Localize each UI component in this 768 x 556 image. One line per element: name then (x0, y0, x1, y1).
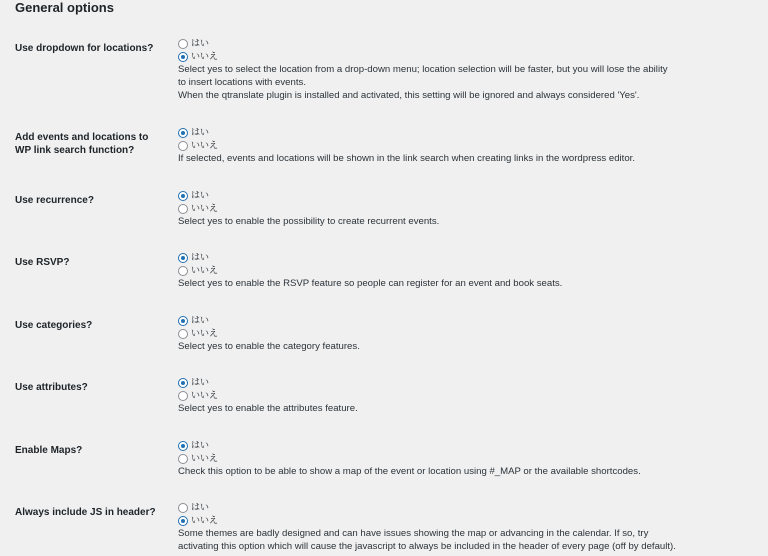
setting-label-line: Always include JS in header? (15, 507, 156, 518)
radio-label[interactable]: はい (191, 377, 210, 387)
radio-label[interactable]: いいえ (191, 203, 219, 213)
setting-label (15, 319, 170, 332)
radio-button-checked[interactable] (178, 516, 188, 526)
radio-button-checked[interactable] (178, 378, 188, 388)
radio-button-checked[interactable] (178, 316, 188, 326)
setting-label-line: Enable Maps? (15, 445, 83, 456)
setting-description-line: Select yes to enable the RSVP feature so people can register for an event and book seats. (178, 278, 563, 289)
setting-control (178, 376, 758, 415)
setting-label-line: Add events and locations to (15, 132, 149, 143)
radio-label[interactable]: いいえ (191, 265, 219, 275)
setting-control (178, 501, 758, 553)
radio-option-no[interactable] (178, 202, 758, 215)
radio-option-no[interactable] (178, 139, 758, 152)
radio-option-yes[interactable] (178, 126, 758, 139)
setting-control (178, 37, 758, 102)
setting-label (15, 194, 170, 207)
radio-option-yes[interactable] (178, 314, 758, 327)
setting-label (15, 256, 170, 269)
radio-button[interactable] (178, 503, 188, 513)
radio-button[interactable] (178, 266, 188, 276)
setting-label-line: Use categories? (15, 320, 93, 331)
setting-description-line: Select yes to select the location from a drop-down menu; location selection will be faster, but you will lose the ability (178, 64, 668, 75)
setting-description-line: activating this option which will cause the javascript to always be included in the header of every page (off by default). (178, 541, 676, 552)
setting-control (178, 189, 758, 228)
radio-label[interactable]: はい (191, 502, 210, 512)
radio-button-checked[interactable] (178, 441, 188, 451)
radio-label[interactable]: はい (191, 440, 210, 450)
radio-label[interactable]: はい (191, 38, 210, 48)
radio-option-no[interactable] (178, 50, 758, 63)
radio-label[interactable]: いいえ (191, 140, 219, 150)
setting-label (15, 444, 170, 457)
setting-control (178, 126, 758, 165)
radio-option-yes[interactable] (178, 376, 758, 389)
radio-label[interactable]: はい (191, 252, 210, 262)
radio-button[interactable] (178, 329, 188, 339)
setting-control (178, 439, 758, 478)
radio-option-yes[interactable] (178, 439, 758, 452)
radio-option-no[interactable] (178, 264, 758, 277)
radio-option-yes[interactable] (178, 37, 758, 50)
radio-option-yes[interactable] (178, 501, 758, 514)
setting-label (15, 131, 170, 157)
radio-option-yes[interactable] (178, 189, 758, 202)
setting-description-line: If selected, events and locations will be shown in the link search when creating links in the wordpress editor. (178, 153, 636, 164)
setting-label-line: Use dropdown for locations? (15, 43, 154, 54)
section-title: General options (15, 0, 114, 15)
setting-description-line: Select yes to enable the category features. (178, 341, 360, 352)
setting-description-line: to insert locations with events. (178, 77, 306, 88)
radio-option-no[interactable] (178, 452, 758, 465)
radio-button[interactable] (178, 454, 188, 464)
radio-option-yes[interactable] (178, 251, 758, 264)
radio-label[interactable]: はい (191, 127, 210, 137)
radio-button[interactable] (178, 391, 188, 401)
setting-label (15, 506, 170, 519)
setting-label (15, 42, 170, 55)
setting-label-line: Use recurrence? (15, 195, 94, 206)
radio-option-no[interactable] (178, 327, 758, 340)
setting-label (15, 381, 170, 394)
radio-button[interactable] (178, 39, 188, 49)
radio-button-checked[interactable] (178, 52, 188, 62)
setting-description-line: Select yes to enable the attributes feature. (178, 403, 358, 414)
radio-button-checked[interactable] (178, 191, 188, 201)
radio-button-checked[interactable] (178, 253, 188, 263)
setting-control (178, 251, 758, 290)
radio-button[interactable] (178, 204, 188, 214)
setting-description-line: Select yes to enable the possibility to create recurrent events. (178, 216, 440, 227)
radio-button[interactable] (178, 141, 188, 151)
setting-description-line: When the qtranslate plugin is installed and activated, this setting will be ignored and always considered 'Yes'. (178, 90, 640, 101)
radio-label[interactable]: いいえ (191, 453, 219, 463)
radio-label[interactable]: はい (191, 315, 210, 325)
radio-label[interactable]: はい (191, 190, 210, 200)
radio-label[interactable]: いいえ (191, 328, 219, 338)
setting-label-line: Use attributes? (15, 382, 88, 393)
radio-button-checked[interactable] (178, 128, 188, 138)
setting-description-line: Check this option to be able to show a map of the event or location using #_MAP or the available shortcodes. (178, 466, 641, 477)
setting-label-line: WP link search function? (15, 145, 135, 156)
radio-label[interactable]: いいえ (191, 51, 219, 61)
setting-control (178, 314, 758, 353)
setting-label-line: Use RSVP? (15, 257, 70, 268)
radio-option-no[interactable] (178, 389, 758, 402)
radio-label[interactable]: いいえ (191, 390, 219, 400)
radio-label[interactable]: いいえ (191, 515, 219, 525)
radio-option-no[interactable] (178, 514, 758, 527)
setting-description-line: Some themes are badly designed and can have issues showing the map or advancing in the calendar. If so, try (178, 528, 649, 539)
